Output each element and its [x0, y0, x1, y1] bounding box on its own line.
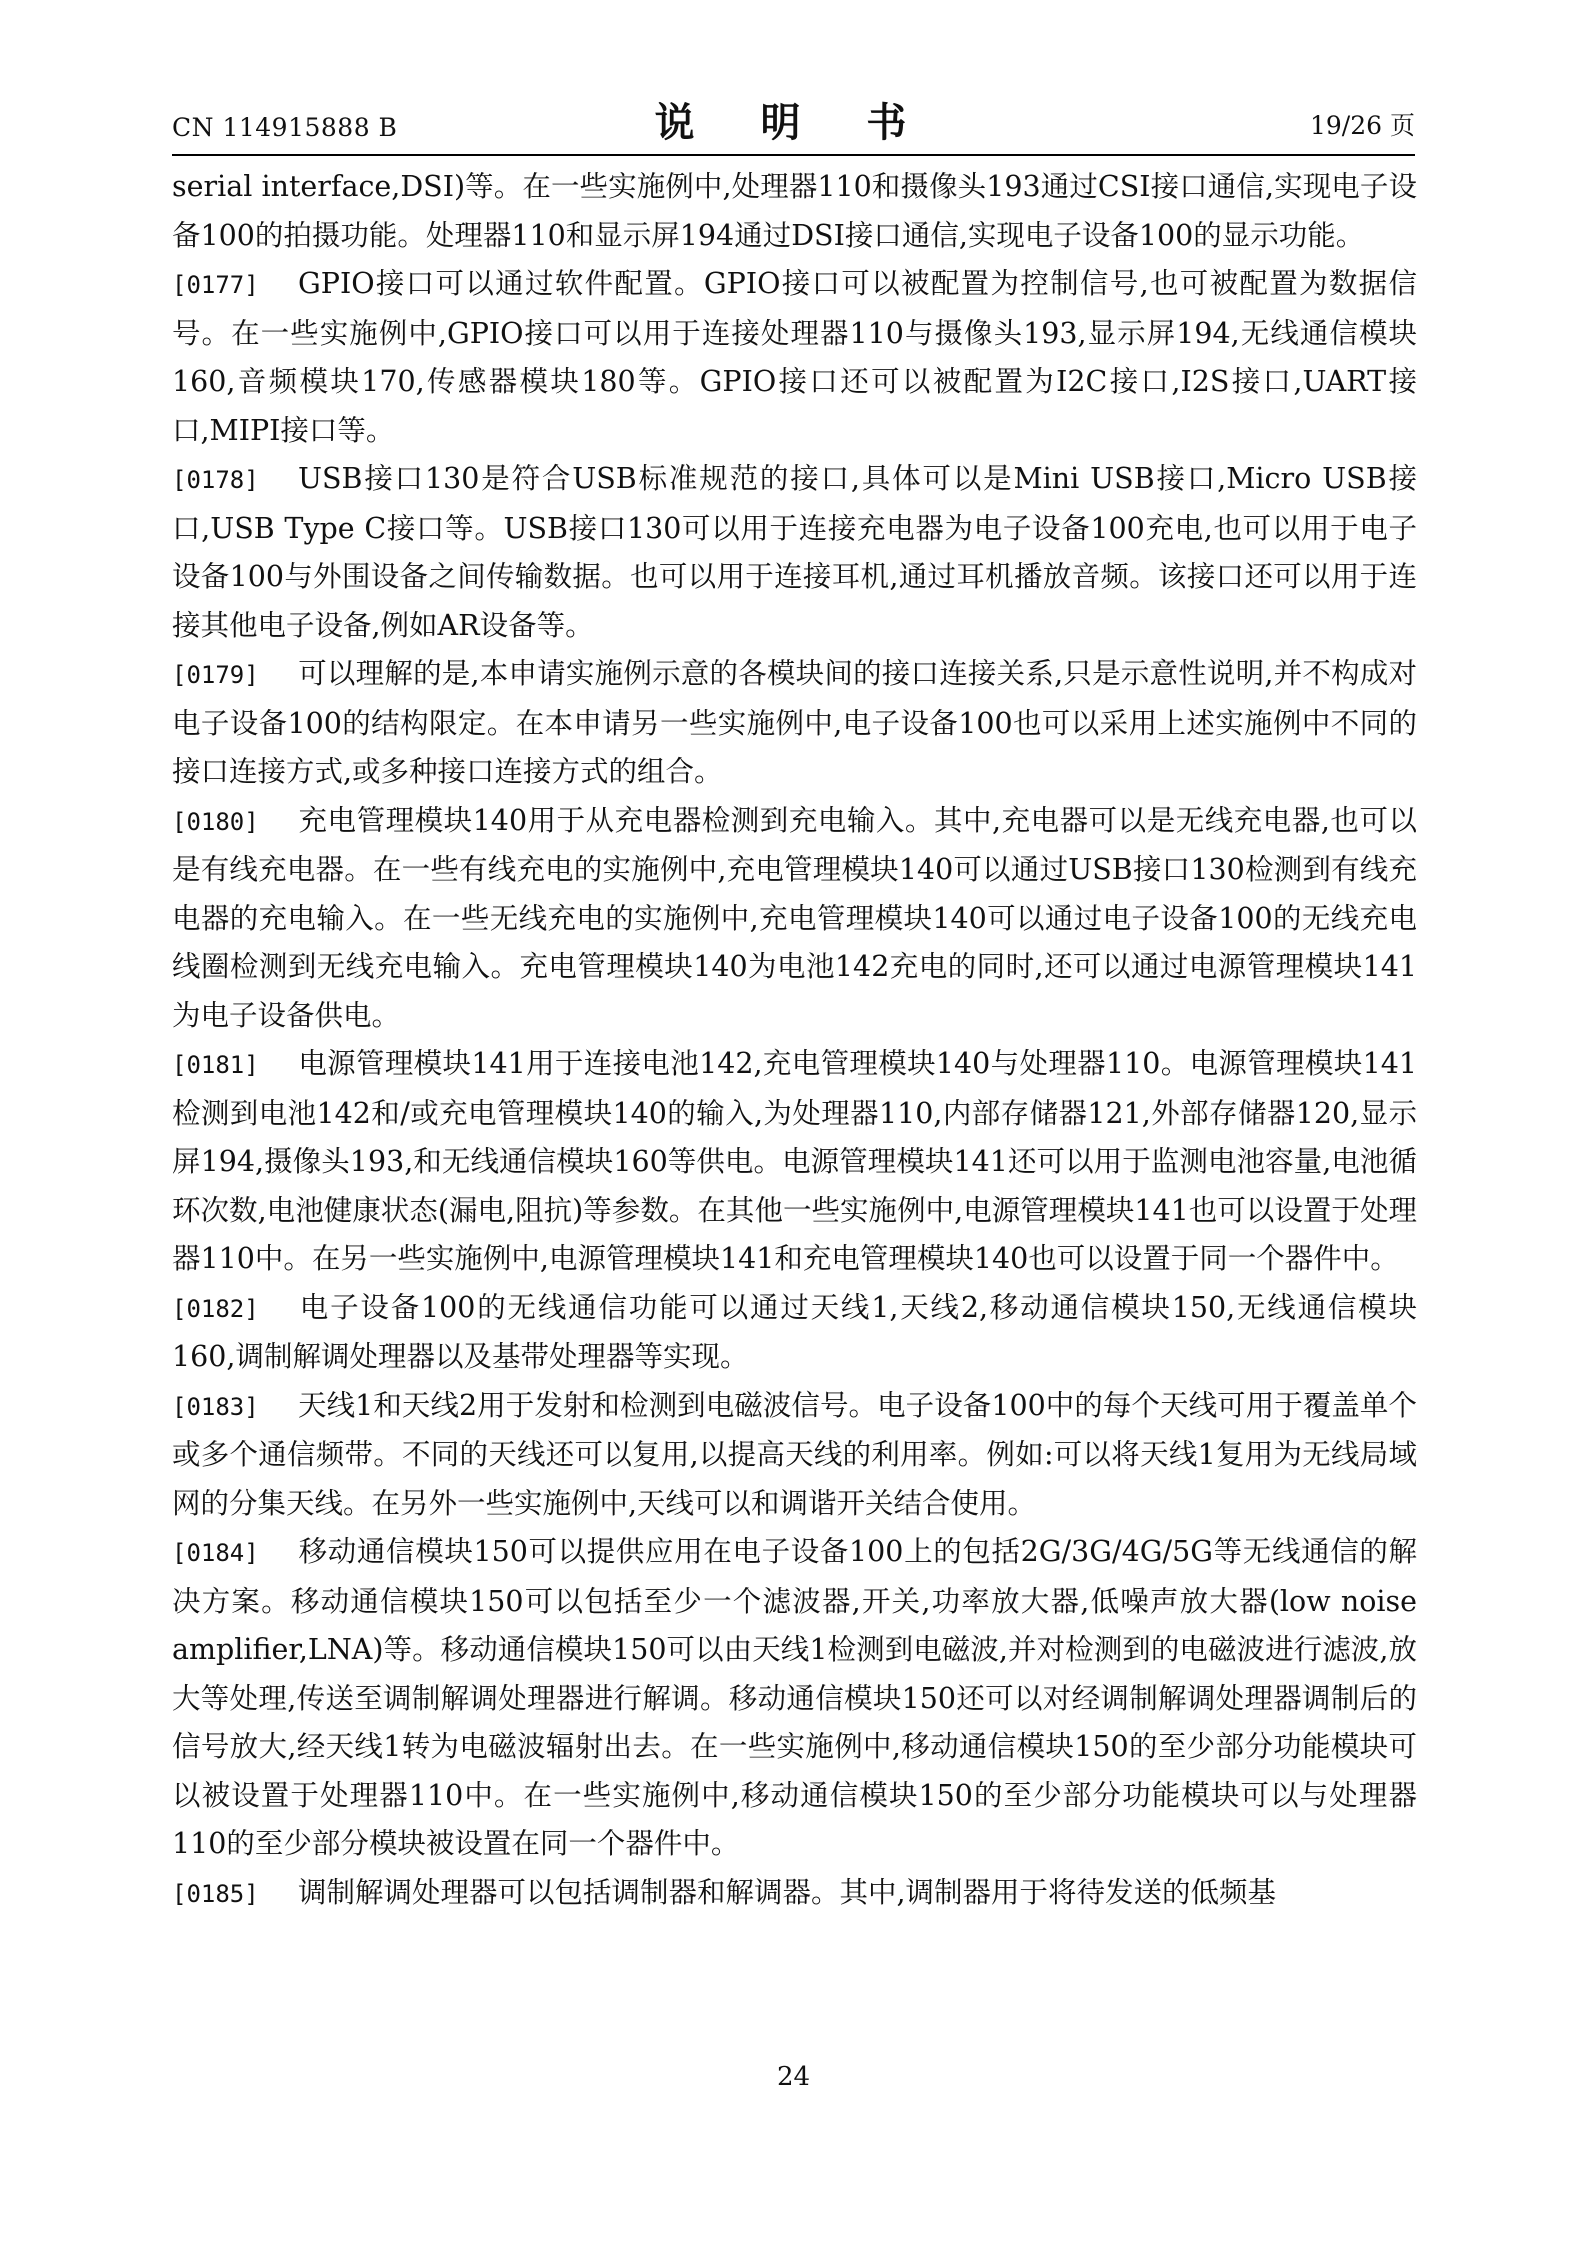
paragraph-text: 可以理解的是,本申请实施例示意的各模块间的接口连接关系,只是示意性说明,并不构成对电子设备100的结构限定。在本申请另一些实施例中,电子设备100也可以采用上述实施例中不同的接口连接方式,或多种接口连接方式的组合。	[172, 657, 1417, 788]
paragraph	[172, 1528, 1417, 1869]
paragraph	[172, 260, 1417, 455]
paragraph-text: serial interface,DSI)等。在一些实施例中,处理器110和摄像头193通过CSI接口通信,实现电子设备100的拍摄功能。处理器110和显示屏194通过DSI接口通信,实现电子设备100的显示功能。	[172, 170, 1417, 252]
paragraph	[172, 1040, 1417, 1284]
paragraph-number: [0177]	[172, 271, 259, 299]
paragraph	[172, 163, 1417, 260]
patent-number: CN 114915888 B	[172, 113, 398, 142]
paragraph-number: [0180]	[172, 807, 259, 836]
paragraph-text: 天线1和天线2用于发射和检测到电磁波信号。电子设备100中的每个天线可用于覆盖单个或多个通信频带。不同的天线还可以复用,以提高天线的利用率。例如:可以将天线1复用为无线局域网的分集天线。在另外一些实施例中,天线可以和调谐开关结合使用。	[172, 1388, 1417, 1520]
paragraph-number: [0183]	[172, 1392, 259, 1421]
paragraph-number: [0179]	[172, 661, 259, 689]
header-rule	[172, 154, 1415, 156]
page-number: 24	[776, 2062, 811, 2092]
paragraph-number: [0182]	[172, 1294, 259, 1323]
paragraph-text: 电子设备100的无线通信功能可以通过天线1,天线2,移动通信模块150,无线通信模块160,调制解调处理器以及基带处理器等实现。	[172, 1290, 1417, 1373]
paragraph	[172, 1382, 1417, 1529]
paragraph	[172, 1284, 1417, 1382]
paragraph-text: GPIO接口可以通过软件配置。GPIO接口可以被配置为控制信号,也可被配置为数据信号。在一些实施例中,GPIO接口可以用于连接处理器110与摄像头193,显示屏194,无线通信模块160,音频模块170,传感器模块180等。GPIO接口还可以被配置为I2C接口,I2S接口,UART接口,MIPI接口等。	[172, 267, 1417, 447]
paragraph-number: [0185]	[172, 1879, 259, 1908]
paragraph-text: 电源管理模块141用于连接电池142,充电管理模块140与处理器110。电源管理模块141检测到电池142和/或充电管理模块140的输入,为处理器110,内部存储器121,外部存储器120,显示屏194,摄像头193,和无线通信模块160等供电。电源管理模块141还可以用于监测电池容量,电池循环次数,电池健康状态(漏电,阻抗)等参数。在其他一些实施例中,电源管理模块141也可以设置于处理器110中。在另一些实施例中,电源管理模块141和充电管理模块140也可以设置于同一个器件中。	[172, 1047, 1417, 1275]
document-body	[172, 163, 1417, 1918]
paragraph-number: [0184]	[172, 1539, 259, 1567]
paragraph-text: 充电管理模块140用于从充电器检测到充电输入。其中,充电器可以是无线充电器,也可以是有线充电器。在一些有线充电的实施例中,充电管理模块140可以通过USB接口130检测到有线充电器的充电输入。在一些无线充电的实施例中,充电管理模块140可以通过电子设备100的无线充电线圈检测到无线充电输入。充电管理模块140为电池142充电的同时,还可以通过电源管理模块141为电子设备供电。	[172, 803, 1417, 1032]
document-title: 说 明 书	[654, 99, 933, 146]
paragraph-number: [0181]	[172, 1051, 259, 1079]
paragraph-number: [0178]	[172, 466, 259, 494]
paragraph	[172, 797, 1417, 1041]
paragraph	[172, 1869, 1417, 1919]
page-count: 19/26 页	[1310, 111, 1415, 140]
paragraph	[172, 455, 1417, 650]
paragraph-text: 调制解调处理器可以包括调制器和解调器。其中,调制器用于将待发送的低频基	[298, 1875, 1277, 1909]
page-header	[172, 96, 1415, 156]
paragraph-text: USB接口130是符合USB标准规范的接口,具体可以是Mini USB接口,Micro USB接口,USB Type C接口等。USB接口130可以用于连接充电器为电子设备100充电,也可以用于电子设备100与外围设备之间传输数据。也可以用于连接耳机,通过耳机播放音频。该接口还可以用于连接其他电子设备,例如AR设备等。	[172, 462, 1417, 642]
paragraph	[172, 650, 1417, 797]
paragraph-text: 移动通信模块150可以提供应用在电子设备100上的包括2G/3G/4G/5G等无线通信的解决方案。移动通信模块150可以包括至少一个滤波器,开关,功率放大器,低噪声放大器(low noise amplifier,LNA)等。移动通信模块150可以由天线1检测到电磁波,并对检测到的电磁波进行滤波,放大等处理,传送至调制解调处理器进行解调。移动通信模块150还可以对经调制解调处理器调制后的信号放大,经天线1转为电磁波辐射出去。在一些实施例中,移动通信模块150的至少部分功能模块可以被设置于处理器110中。在一些实施例中,移动通信模块150的至少部分功能模块可以与处理器110的至少部分模块被设置在同一个器件中。	[172, 1535, 1417, 1860]
